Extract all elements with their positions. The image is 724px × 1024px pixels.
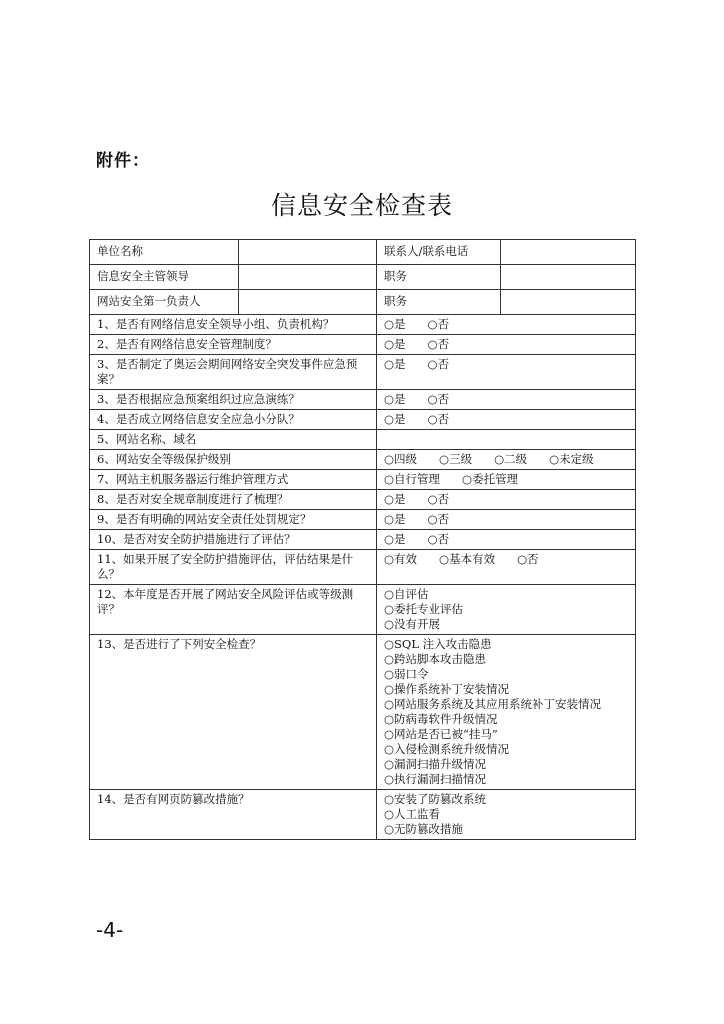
attachment-label: 附件： (96, 151, 150, 171)
question-text: 4、是否成立网络信息安全应急小分队？ (90, 410, 377, 430)
info-label: 联系人/联系电话 (377, 240, 501, 265)
question-text: 2、是否有网络信息安全管理制度？ (90, 335, 377, 355)
answer-options (377, 585, 636, 635)
question-row (90, 315, 636, 335)
option-radio[interactable]: ○否 (427, 532, 450, 546)
table-body (90, 240, 636, 840)
answer-options (377, 490, 636, 510)
question-row (90, 470, 636, 490)
option-radio[interactable]: ○四级 (384, 452, 418, 466)
option-radio[interactable]: ○是 (384, 392, 406, 406)
question-row (90, 490, 636, 510)
info-label: 职务 (377, 290, 501, 315)
option-radio[interactable]: ○自评估 (384, 587, 429, 601)
option-radio[interactable]: ○防病毒软件升级情况 (384, 712, 498, 726)
option-radio[interactable]: ○没有开展 (384, 617, 441, 631)
option-radio[interactable]: ○跨站脚本攻击隐患 (384, 652, 487, 666)
answer-options (377, 635, 636, 790)
option-radio[interactable]: ○否 (427, 512, 450, 526)
answer-options (377, 410, 636, 430)
option-radio[interactable]: ○委托管理 (462, 472, 519, 486)
question-text: 7、网站主机服务器运行维护管理方式 (90, 470, 377, 490)
option-radio[interactable]: ○人工监看 (384, 807, 441, 821)
question-row (90, 390, 636, 410)
question-row (90, 510, 636, 530)
answer-options (377, 430, 636, 450)
option-radio[interactable]: ○网站服务系统及其应用系统补丁安装情况 (384, 697, 602, 711)
question-text: 8、是否对安全规章制度进行了梳理？ (90, 490, 377, 510)
info-value-field[interactable] (501, 265, 636, 290)
answer-options (377, 510, 636, 530)
answer-options (377, 450, 636, 470)
option-radio[interactable]: ○网站是否已被“挂马” (384, 727, 498, 741)
info-row (90, 265, 636, 290)
security-checklist-table (89, 239, 636, 840)
question-text: 3、是否制定了奥运会期间网络安全突发事件应急预案？ (90, 355, 377, 390)
question-text: 10、是否对安全防护措施进行了评估？ (90, 530, 377, 550)
option-radio[interactable]: ○否 (427, 337, 450, 351)
answer-options (377, 315, 636, 335)
question-text: 5、网站名称、域名 (90, 430, 377, 450)
page-title: 信息安全检查表 (270, 191, 453, 220)
page-number: -4- (96, 918, 124, 942)
question-text: 1、是否有网络信息安全领导小组、负责机构？ (90, 315, 377, 335)
option-radio[interactable]: ○是 (384, 412, 406, 426)
option-radio[interactable]: ○是 (384, 512, 406, 526)
option-radio[interactable]: ○基本有效 (439, 552, 496, 566)
option-radio[interactable]: ○二级 (494, 452, 528, 466)
info-value-field[interactable] (239, 290, 377, 315)
question-row (90, 335, 636, 355)
info-row (90, 240, 636, 265)
option-radio[interactable]: ○无防篡改措施 (384, 822, 464, 836)
option-radio[interactable]: ○漏洞扫描升级情况 (384, 757, 487, 771)
answer-options (377, 530, 636, 550)
option-radio[interactable]: ○否 (427, 357, 450, 371)
question-text: 3、是否根据应急预案组织过应急演练？ (90, 390, 377, 410)
info-label: 单位名称 (90, 240, 239, 265)
option-radio[interactable]: ○否 (517, 552, 539, 566)
question-row (90, 530, 636, 550)
option-radio[interactable]: ○未定级 (549, 452, 594, 466)
answer-options (377, 470, 636, 490)
question-row (90, 635, 636, 790)
answer-options (377, 390, 636, 410)
info-label: 信息安全主管领导 (90, 265, 239, 290)
option-radio[interactable]: ○操作系统补丁安装情况 (384, 682, 510, 696)
option-radio[interactable]: ○是 (384, 492, 406, 506)
info-label: 职务 (377, 265, 501, 290)
option-radio[interactable]: ○否 (427, 412, 450, 426)
info-value-field[interactable] (239, 240, 377, 265)
info-value-field[interactable] (501, 240, 636, 265)
question-row (90, 355, 636, 390)
answer-options (377, 355, 636, 390)
option-radio[interactable]: ○是 (384, 337, 406, 351)
option-radio[interactable]: ○执行漏洞扫描情况 (384, 772, 487, 786)
question-text: 11、如果开展了安全防护措施评估，评估结果是什么？ (90, 550, 377, 585)
option-radio[interactable]: ○是 (384, 532, 406, 546)
option-radio[interactable]: ○自行管理 (384, 472, 441, 486)
info-value-field[interactable] (239, 265, 377, 290)
option-radio[interactable]: ○是 (384, 317, 406, 331)
question-row (90, 430, 636, 450)
option-radio[interactable]: ○SQL 注入攻击隐患 (384, 637, 492, 651)
answer-options (377, 790, 636, 840)
info-label: 网站安全第一负责人 (90, 290, 239, 315)
option-radio[interactable]: ○安装了防篡改系统 (384, 792, 487, 806)
option-radio[interactable]: ○否 (427, 492, 450, 506)
question-text: 13、是否进行了下列安全检查？ (90, 635, 377, 790)
answer-options (377, 335, 636, 355)
option-radio[interactable]: ○有效 (384, 552, 418, 566)
option-radio[interactable]: ○否 (427, 392, 450, 406)
option-radio[interactable]: ○弱口令 (384, 667, 429, 681)
option-radio[interactable]: ○否 (427, 317, 450, 331)
question-text: 9、是否有明确的网站安全责任处罚规定？ (90, 510, 377, 530)
option-radio[interactable]: ○三级 (439, 452, 473, 466)
question-row (90, 410, 636, 430)
question-row (90, 550, 636, 585)
option-radio[interactable]: ○入侵检测系统升级情况 (384, 742, 510, 756)
option-radio[interactable]: ○是 (384, 357, 406, 371)
question-text: 6、网站安全等级保护级别 (90, 450, 377, 470)
question-row (90, 585, 636, 635)
info-value-field[interactable] (501, 290, 636, 315)
question-row (90, 450, 636, 470)
question-row (90, 790, 636, 840)
question-text: 14、是否有网页防篡改措施？ (90, 790, 377, 840)
info-row (90, 290, 636, 315)
question-text: 12、本年度是否开展了网站安全风险评估或等级测评？ (90, 585, 377, 635)
answer-options (377, 550, 636, 585)
option-radio[interactable]: ○委托专业评估 (384, 602, 464, 616)
